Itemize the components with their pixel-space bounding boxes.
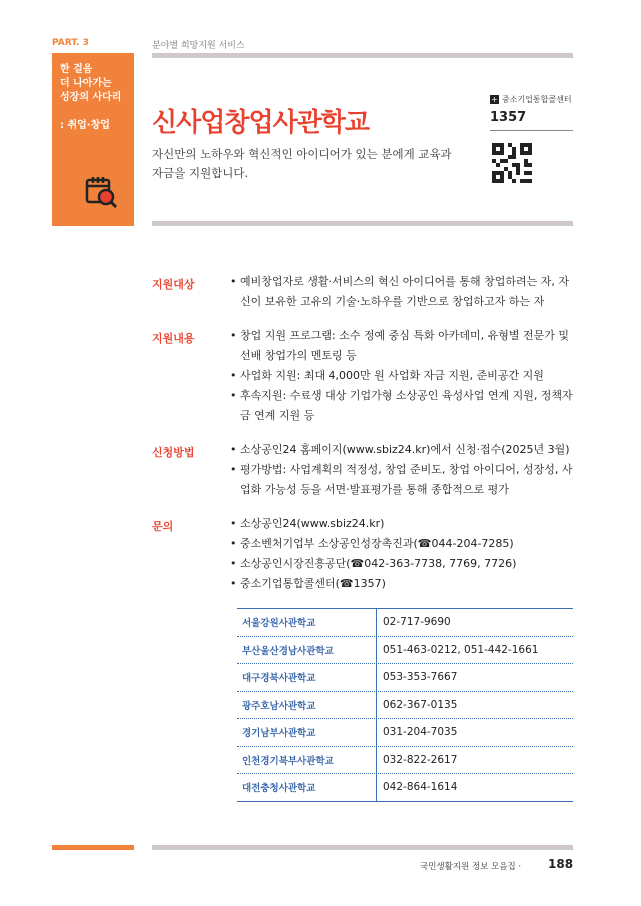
school-phone: 032-822-2617 — [383, 753, 458, 766]
table-row — [237, 747, 573, 775]
qr-code-icon[interactable] — [492, 143, 532, 183]
table-row — [237, 692, 573, 720]
calendar-search-icon — [84, 175, 118, 209]
list-item: • 소상공인24 홈페이지(www.sbiz24.kr)에서 신청·접수(2025년 3월) — [230, 443, 570, 456]
call-center-number: 1357 — [490, 110, 527, 125]
school-name: 서울강원사관학교 — [237, 609, 377, 636]
list-item: • 창업 지원 프로그램: 소수 정예 중심 특화 아카데미, 유형별 전문가 및 선배 창업가의 멘토링 등 — [230, 329, 570, 362]
school-name: 광주호남사관학교 — [237, 692, 377, 719]
list-item: • 사업화 지원: 최대 4,000만 원 사업화 자금 지원, 준비공간 지원 — [230, 369, 544, 382]
list-item: • 소상공인24(www.sbiz24.kr) — [230, 517, 385, 530]
section-label-apply: 신청방법 — [152, 446, 195, 459]
table-row — [237, 774, 573, 801]
sidebar-line-1: 한 걸음 — [60, 64, 93, 75]
footer-divider — [152, 845, 573, 850]
list-item: • 예비창업자로 생활·서비스의 혁신 아이디어를 통해 창업하려는 자, 자신이 보유한 고유의 기술·노하우를 기반으로 창업하고자 하는 자 — [230, 275, 569, 308]
sidebar-line-2: 더 나아가는 — [60, 78, 112, 89]
school-phone: 051-463-0212, 051-442-1661 — [383, 643, 539, 656]
page-number: 188 — [548, 857, 574, 871]
section-items-apply — [230, 440, 575, 500]
table-row — [237, 637, 573, 665]
table-row — [237, 609, 573, 637]
school-name: 인천경기북부사관학교 — [237, 747, 377, 774]
school-name: 대구경북사관학교 — [237, 664, 377, 691]
school-name: 경기남부사관학교 — [237, 719, 377, 746]
sidebar-line-5: : 취업·창업 — [60, 120, 110, 131]
top-divider — [152, 53, 573, 58]
section-items-inquiry — [230, 514, 575, 594]
list-item: • 소상공인시장진흥공단(☎042-363-7738, 7769, 7726) — [230, 557, 517, 570]
plus-icon: + — [491, 95, 498, 104]
school-phone: 053-353-7667 — [383, 671, 458, 684]
call-center-divider — [490, 130, 573, 131]
list-item: • 평가방법: 사업계획의 적정성, 창업 준비도, 창업 아이디어, 성장성, 사업화 가능성 등을 서면·발표평가를 통해 종합적으로 평가 — [230, 463, 573, 496]
school-name: 부산울산경남사관학교 — [237, 637, 377, 664]
school-phone: 02-717-9690 — [383, 616, 451, 629]
title-bottom-divider — [152, 221, 573, 226]
list-item: • 후속지원: 수료생 대상 기업가형 소상공인 육성사업 연계 지원, 정책자금 연계 지원 등 — [230, 389, 573, 422]
school-phone: 042-864-1614 — [383, 781, 458, 794]
page-subtitle: 자신만의 노하우와 혁신적인 아이디어가 있는 분에게 교육과 자금을 지원합니다. — [152, 147, 452, 180]
contact-table — [237, 608, 573, 802]
footer-accent-bar — [52, 845, 134, 850]
table-row — [237, 719, 573, 747]
call-center-text: 중소기업통합콜센터 — [502, 95, 572, 104]
section-label-target: 지원대상 — [152, 278, 195, 291]
table-row — [237, 664, 573, 692]
section-label-inquiry: 문의 — [152, 520, 174, 533]
category-label: 분야별 희망지원 서비스 — [152, 41, 245, 51]
list-item: • 중소기업통합콜센터(☎1357) — [230, 577, 386, 590]
section-items-content — [230, 326, 575, 426]
section-label-content: 지원내용 — [152, 332, 195, 345]
school-phone: 031-204-7035 — [383, 726, 458, 739]
school-name: 대전충청사관학교 — [237, 774, 377, 801]
call-center-label — [490, 94, 572, 105]
sidebar-line-3: 성장의 사다리 — [60, 92, 122, 103]
sidebar-panel — [52, 53, 134, 226]
part-label: PART. 3 — [52, 38, 89, 48]
footer-title: 국민생활지원 정보 모음집 · — [420, 862, 522, 872]
section-items-target — [230, 272, 575, 312]
list-item: • 중소벤처기업부 소상공인성장촉진과(☎044-204-7285) — [230, 537, 514, 550]
school-phone: 062-367-0135 — [383, 698, 458, 711]
page-title: 신사업창업사관학교 — [152, 108, 370, 138]
